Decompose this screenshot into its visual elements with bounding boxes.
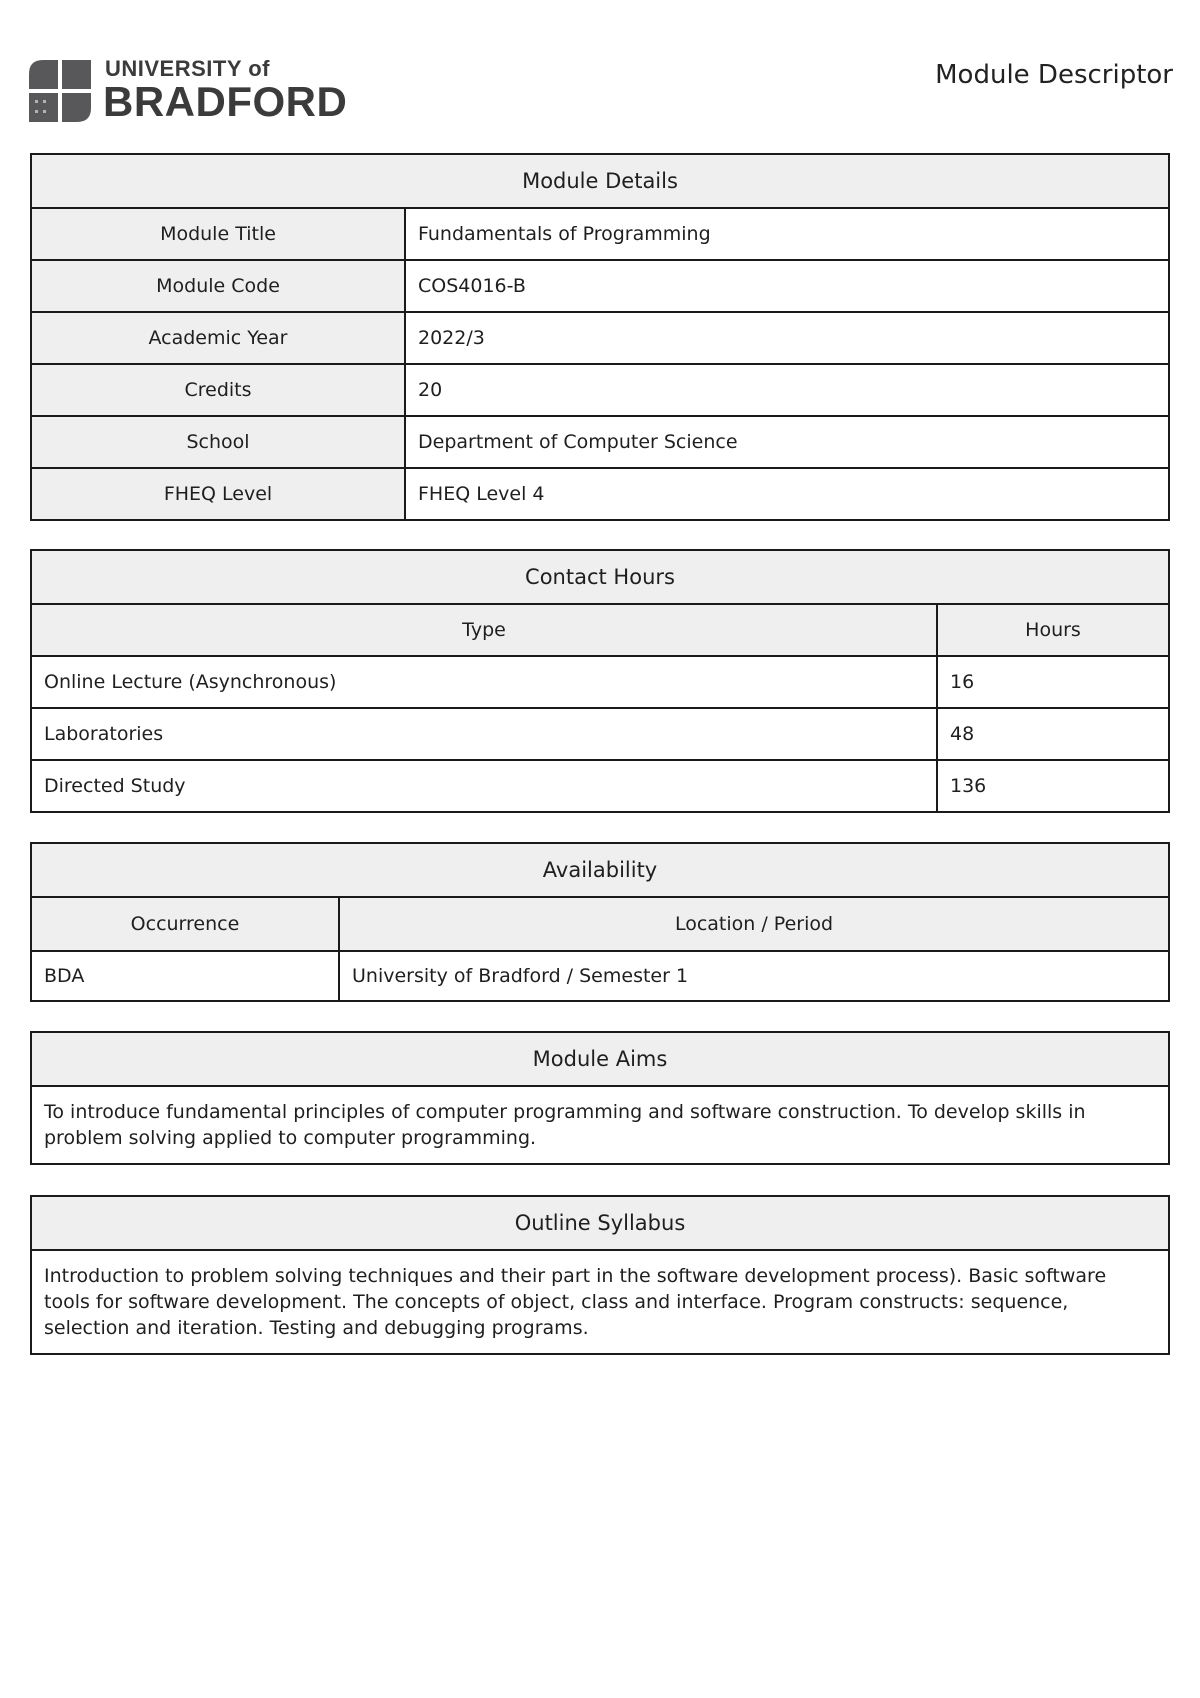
column-header-type: Type bbox=[31, 604, 937, 656]
table-row bbox=[31, 760, 1169, 812]
cell-type: Laboratories bbox=[31, 708, 937, 760]
section-title: Contact Hours bbox=[31, 550, 1169, 604]
column-header-occurrence: Occurrence bbox=[31, 897, 339, 951]
university-logo bbox=[29, 56, 349, 126]
module-aims-table bbox=[30, 1031, 1170, 1165]
cell-occurrence: BDA bbox=[31, 951, 339, 1001]
section-title: Module Details bbox=[31, 154, 1169, 208]
logo-mark-icon bbox=[29, 60, 91, 122]
outline-syllabus-text: Introduction to problem solving techniques and their part in the software development process). Basic software tools for software development. The concepts of object, class and interface. Program constructs: sequence, selection and iteration. Testing and debugging programs. bbox=[31, 1250, 1169, 1354]
label-credits: Credits bbox=[31, 364, 405, 416]
cell-type: Directed Study bbox=[31, 760, 937, 812]
contact-hours-table bbox=[30, 549, 1170, 813]
section-title: Outline Syllabus bbox=[31, 1196, 1169, 1250]
value-credits: 20 bbox=[405, 364, 1169, 416]
label-academic-year: Academic Year bbox=[31, 312, 405, 364]
value-academic-year: 2022/3 bbox=[405, 312, 1169, 364]
cell-hours: 48 bbox=[937, 708, 1169, 760]
table-row bbox=[31, 708, 1169, 760]
label-module-title: Module Title bbox=[31, 208, 405, 260]
availability-table bbox=[30, 842, 1170, 1002]
table-row bbox=[31, 656, 1169, 708]
value-school: Department of Computer Science bbox=[405, 416, 1169, 468]
label-module-code: Module Code bbox=[31, 260, 405, 312]
module-details-table bbox=[30, 153, 1170, 521]
section-title: Module Aims bbox=[31, 1032, 1169, 1086]
cell-hours: 136 bbox=[937, 760, 1169, 812]
table-row bbox=[31, 951, 1169, 1001]
value-module-title: Fundamentals of Programming bbox=[405, 208, 1169, 260]
document-title: Module Descriptor bbox=[935, 60, 1173, 90]
column-header-hours: Hours bbox=[937, 604, 1169, 656]
module-aims-text: To introduce fundamental principles of computer programming and software construction. To develop skills in problem solving applied to computer programming. bbox=[31, 1086, 1169, 1164]
value-module-code: COS4016-B bbox=[405, 260, 1169, 312]
logo-text-bradford: BRADFORD bbox=[103, 78, 348, 125]
value-fheq-level: FHEQ Level 4 bbox=[405, 468, 1169, 520]
outline-syllabus-table bbox=[30, 1195, 1170, 1355]
cell-hours: 16 bbox=[937, 656, 1169, 708]
cell-location: University of Bradford / Semester 1 bbox=[339, 951, 1169, 1001]
label-fheq-level: FHEQ Level bbox=[31, 468, 405, 520]
cell-type: Online Lecture (Asynchronous) bbox=[31, 656, 937, 708]
label-school: School bbox=[31, 416, 405, 468]
logo-text-university: UNIVERSITY of bbox=[105, 56, 271, 81]
section-title: Availability bbox=[31, 843, 1169, 897]
column-header-location: Location / Period bbox=[339, 897, 1169, 951]
